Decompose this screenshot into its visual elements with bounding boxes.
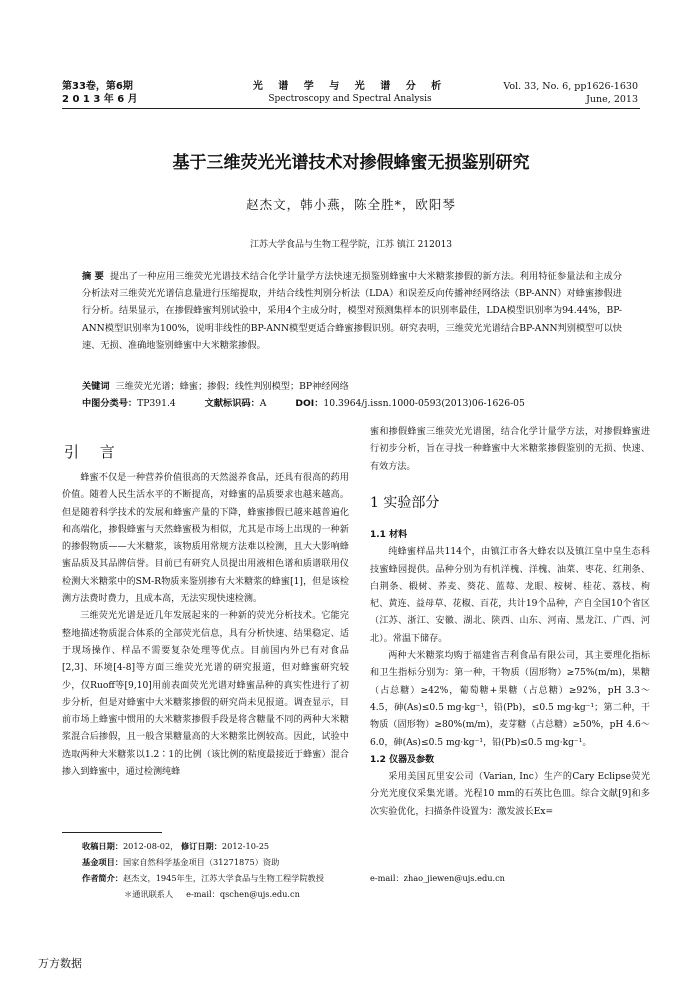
header-divider xyxy=(62,108,640,109)
experiment-body xyxy=(370,527,650,821)
experiment-heading: 1 实验部分 xyxy=(370,495,440,511)
header-citation xyxy=(503,80,638,106)
revised-date: 2012-10-25 xyxy=(221,841,270,851)
received-date: 2012-08-02， xyxy=(122,841,179,851)
issue-date-en: June, 2013 xyxy=(586,94,638,105)
footnotes xyxy=(82,838,642,902)
header-journal xyxy=(200,80,500,106)
corresponding-label: ＊通讯联系人 xyxy=(124,889,174,899)
issue-date: 2 0 1 3 年 6 月 xyxy=(62,94,138,105)
author-bio-line xyxy=(82,870,642,886)
doi-label: DOI： xyxy=(295,398,324,409)
paper-title: 基于三维荧光光谱技术对掺假蜂蜜无损鉴别研究 xyxy=(172,153,530,173)
footnote-divider xyxy=(62,832,162,833)
revised-label: 修订日期： xyxy=(180,841,222,851)
doc-code-value: A xyxy=(259,398,267,409)
intro-paragraph-2: 三维荧光光谱是近几年发展起来的一种新的荧光分析技术。它能完整地描述物质混合体系的全部荧光信息，具有分析快速、结果稳定、适于现场操作、样品不需要复杂处理等优点。目前国内外已有对食品[2,3]、环境[4-8]等方面三维荧光光谱的研究报道，但对蜂蜜研究较少，仅Ruoff等[9,10]用前表面荧光光谱对蜂蜜品种的真实性进行了初步分析，但是对蜂蜜中大米糖浆掺假的研究尚未见报道。调查显示，目前市场上蜂蜜中惯用的大米糖浆掺假手段是将含糖量不同的两种大米糖浆混合后掺假，且一般含果糖量高的大米糖浆比例较高。因此，试验中选取两种大米糖浆以1.2∶1的比例（该比例的粘度最接近于蜂蜜）混合掺入到蜂蜜中，通过检测纯蜂 xyxy=(62,611,349,778)
doi-value: 10.3964/j.issn.1000-0593(2013)06-1626-05 xyxy=(323,398,525,409)
fund-label: 基金项目： xyxy=(82,857,123,867)
clc-label: 中图分类号： xyxy=(82,398,138,409)
keywords-text: 三维荧光光谱；蜂蜜；掺假；线性判别模型；BP神经网络 xyxy=(115,381,349,392)
intro-body xyxy=(62,470,349,781)
keywords-label: 关键词 xyxy=(82,381,110,392)
classification-line xyxy=(82,396,622,412)
affiliation: 江苏大学食品与生物工程学院，江苏 镇江 212013 xyxy=(249,240,453,250)
clc-value: TP391.4 xyxy=(137,398,176,409)
intro-paragraph-1: 蜂蜜不仅是一种营养价值很高的天然滋养食品，还具有很高的药用价值。随着人民生活水平的不断提高，对蜂蜜的品质要求也越来越高。但是随着科学技术的发展和蜂蜜产量的下降，蜂蜜掺假已越来越普遍化和高端化，掺假蜂蜜与天然蜂蜜极为相似，尤其是市场上出现的一种新的掺假物质——大米糖浆，该物质用常规方法难以检测，且大大影响蜂蜜品质及其品牌信誉。目前已有研究人员提出用液相色谱和质谱联用仪检测大米糖浆中的SM-R物质来鉴别掺有大米糖浆的蜂蜜[1]，但是该检测方法费时费力，且成本高，无法实现快速检测。 xyxy=(62,473,349,605)
abstract xyxy=(82,268,622,354)
corresponding-email: e-mail：qschen@ujs.edu.cn xyxy=(186,889,300,899)
materials-paragraph-1: 纯蜂蜜样品共114个，由镇江市各大蜂农以及镇江皇中皇生态科技蜜蜂园提供。品种分别为有机洋槐、洋槐、油菜、枣花、红荆条、白荆条、椴树、荞麦、葵花、蓝莓、龙眼、桉树、桂花、荔枝、枸杞、黄连、益母草、花椒、百花，共计19个品种，产自全国10个省区（江苏、浙江、安徽、湖北、陕西、山东、河南、黑龙江、广西、河北）。常温下储存。 xyxy=(370,547,650,644)
materials-subheading: 1.1 材料 xyxy=(370,530,408,540)
intro-continuation xyxy=(370,424,650,476)
doc-code-label: 文献标识码： xyxy=(204,398,260,409)
received-label: 收稿日期： xyxy=(82,841,123,851)
fund-text: 国家自然科学基金项目（31271875）资助 xyxy=(122,857,280,867)
abstract-text: 提出了一种应用三维荧光光谱技术结合化学计量学方法快速无损鉴别蜂蜜中大米糖浆掺假的新方法。利用特征参量法和主成分分析法对三维荧光光谱信息量进行压缩提取，并结合线性判别分析法（LDA）和误差反向传播神经网络法（BP-ANN）对蜂蜜掺假进行分析。结果显示，在掺假蜂蜜判别试验中，采用4个主成分时，模型对预测集样本的识别率最佳，LDA模型识别率为94.44%，BP-ANN模型识别率为100%，说明非线性的BP-ANN模型更适合蜂蜜掺假识别。研究表明，三维荧光光谱结合BP-ANN判别模型可以快速、无损、准确地鉴别蜂蜜中大米糖浆掺假。 xyxy=(82,271,623,351)
author-bio: 赵杰文，1945年生，江苏大学食品与生物工程学院教授 xyxy=(122,873,324,883)
abstract-label: 摘 要 xyxy=(82,271,104,282)
author-email: e-mail：zhao_jiewen@ujs.edu.cn xyxy=(370,873,505,883)
intro-heading: 引 言 xyxy=(64,443,123,461)
volume-issue: 第33卷，第6期 xyxy=(62,81,133,92)
materials-paragraph-2: 两种大米糖浆均购于福建省吉利食品有限公司，其主要理化指标和卫生指标分别为：第一种，干物质（固形物）≥75%(m/m)，果糖（占总糖）≥42%，葡萄糖+果糖（占总糖）≥92%，pH 3.3～4.5，砷(As)≤0.5 mg·kg⁻¹，铅(Pb)，≤0.5 mg·kg⁻¹；第二种，干物质（固形物）≥80%(m/m)，麦芽糖（占总糖）≥50%，pH 4.6～6.0，砷(As)≤0.5 mg·kg⁻¹，铅(Pb)≤0.5 mg·kg⁻¹。 xyxy=(370,651,650,748)
instruments-paragraph: 采用美国瓦里安公司（Varian, Inc）生产的Cary Eclipse荧光分光光度仪采集光谱。光程10 mm的石英比色皿。综合文献[9]和多次实验优化，扫描条件设置为：激发波长Ex= xyxy=(370,772,650,817)
intro-continuation-text: 蜜和掺假蜂蜜三维荧光光谱图，结合化学计量学方法，对掺假蜂蜜进行初步分析，旨在寻找一种蜂蜜中大米糖浆掺假鉴别的无损、快速、有效方法。 xyxy=(370,427,650,472)
journal-title-en: Spectroscopy and Spectral Analysis xyxy=(268,94,432,104)
corresponding-line xyxy=(82,886,642,902)
header-volume xyxy=(62,80,138,106)
fund-line xyxy=(82,854,642,870)
author-bio-label: 作者简介： xyxy=(82,873,123,883)
dates-line xyxy=(82,838,642,854)
volume-pages-en: Vol. 33, No. 6, pp1626-1630 xyxy=(503,81,638,92)
journal-title-cn: 光 谱 学 与 光 谱 分 析 xyxy=(252,81,448,92)
keywords xyxy=(82,379,622,395)
watermark-text: 万方数据 xyxy=(38,957,82,970)
author-list: 赵杰文，韩小燕，陈全胜*，欧阳琴 xyxy=(246,197,456,212)
instruments-subheading: 1.2 仪器及参数 xyxy=(370,754,435,765)
